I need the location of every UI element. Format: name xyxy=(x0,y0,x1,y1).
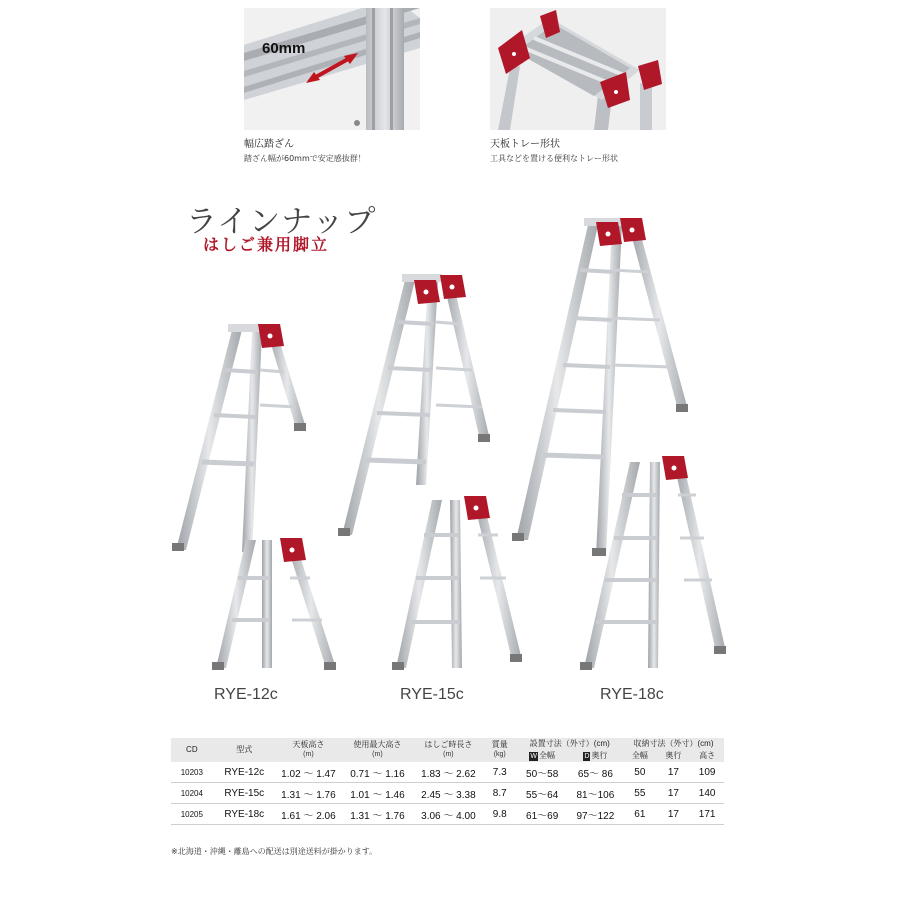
feature-title-tray-top: 天板トレー形状 xyxy=(490,139,560,150)
cell-storage-height: 140 xyxy=(690,783,724,804)
cell-cd: 10204 xyxy=(171,783,213,804)
cell-cd: 10203 xyxy=(171,762,213,783)
ladder-small-extended xyxy=(172,324,306,552)
ladder-tall-extended xyxy=(512,218,688,556)
width-mark-icon: W xyxy=(530,753,537,760)
cell-ladder-length: 1.83 ～ 2.62 xyxy=(414,762,483,783)
col-header-weight xyxy=(483,738,517,762)
cell-install-width: 50～58 xyxy=(517,762,568,783)
ladder-length-label: はしご時長さ xyxy=(424,740,473,749)
cell-install-depth: 81～106 xyxy=(568,783,623,804)
col-header-storage-width: 全幅 xyxy=(623,750,657,762)
cell-install-depth: 97～122 xyxy=(568,804,623,825)
ladder-length-unit: (m) xyxy=(443,751,454,758)
cell-ladder-length: 2.45 ～ 3.38 xyxy=(414,783,483,804)
step-width-label: 60mm xyxy=(262,40,306,57)
col-header-max-height xyxy=(341,738,414,762)
cell-top-height: 1.61 ～ 2.06 xyxy=(276,804,341,825)
cell-storage-width: 61 xyxy=(623,804,657,825)
cell-storage-width: 50 xyxy=(623,762,657,783)
cell-install-width: 55～64 xyxy=(517,783,568,804)
cell-top-height: 1.02 ～ 1.47 xyxy=(276,762,341,783)
col-header-install-width xyxy=(517,750,568,762)
cell-install-width: 61～69 xyxy=(517,804,568,825)
shipping-footnote: ※北海道・沖縄・離島への配送は別途送料が掛かります。 xyxy=(171,847,378,856)
cell-storage-width: 55 xyxy=(623,783,657,804)
col-header-model: 型式 xyxy=(213,738,276,762)
weight-label: 質量 xyxy=(491,740,508,749)
model-label-rye-18c: RYE-18c xyxy=(600,686,664,703)
top-height-label: 天板高さ xyxy=(292,740,325,749)
col-header-storage-height: 高さ xyxy=(690,750,724,762)
col-header-storage-size: 収納寸法（外寸）(cm) xyxy=(623,738,724,750)
spec-table xyxy=(171,738,724,825)
cell-storage-depth: 17 xyxy=(657,783,691,804)
cell-weight: 8.7 xyxy=(483,783,517,804)
feature-desc-tray-top: 工具などを置ける便利なトレー形状 xyxy=(490,154,618,163)
table-row xyxy=(171,804,724,825)
col-header-storage-depth: 奥行 xyxy=(657,750,691,762)
table-row xyxy=(171,783,724,804)
cell-model: RYE-12c xyxy=(213,762,276,783)
col-header-install-depth xyxy=(568,750,623,762)
cell-max-height: 1.01 ～ 1.46 xyxy=(341,783,414,804)
max-height-unit: (m) xyxy=(372,751,383,758)
cell-storage-depth: 17 xyxy=(657,762,691,783)
cell-storage-height: 171 xyxy=(690,804,724,825)
install-depth-label: 奥行 xyxy=(591,751,608,760)
cell-max-height: 1.31 ～ 1.76 xyxy=(341,804,414,825)
cell-storage-height: 109 xyxy=(690,762,724,783)
lineup-subtitle: はしご兼用脚立 xyxy=(203,235,330,254)
install-width-label: 全幅 xyxy=(538,751,555,760)
cell-model: RYE-18c xyxy=(213,804,276,825)
ladder-medium-aframe xyxy=(392,496,522,670)
cell-weight: 9.8 xyxy=(483,804,517,825)
table-row xyxy=(171,762,724,783)
top-height-unit: (m) xyxy=(303,751,314,758)
cell-weight: 7.3 xyxy=(483,762,517,783)
cell-model: RYE-15c xyxy=(213,783,276,804)
feature-desc-wide-step: 踏ざん幅が60mmで安定感抜群！ xyxy=(244,154,366,163)
model-label-rye-12c: RYE-12c xyxy=(214,686,278,703)
cell-install-depth: 65～ 86 xyxy=(568,762,623,783)
ladder-small-aframe xyxy=(212,538,336,670)
col-header-ladder-length xyxy=(414,738,483,762)
cell-storage-depth: 17 xyxy=(657,804,691,825)
lineup-title: ラインナップ xyxy=(186,204,377,240)
cell-top-height: 1.31 ～ 1.76 xyxy=(276,783,341,804)
weight-unit: (kg) xyxy=(493,751,506,758)
col-header-cd: CD xyxy=(171,738,213,762)
col-header-top-height xyxy=(276,738,341,762)
cell-max-height: 0.71 ～ 1.16 xyxy=(341,762,414,783)
depth-mark-icon: D xyxy=(584,753,590,760)
max-height-label: 使用最大高さ xyxy=(353,740,402,749)
cell-ladder-length: 3.06 ～ 4.00 xyxy=(414,804,483,825)
feature-title-wide-step: 幅広踏ざん xyxy=(244,139,294,150)
model-label-rye-15c: RYE-15c xyxy=(400,686,464,703)
col-header-install-size: 設置寸法（外寸）(cm) xyxy=(517,738,623,750)
cell-cd: 10205 xyxy=(171,804,213,825)
